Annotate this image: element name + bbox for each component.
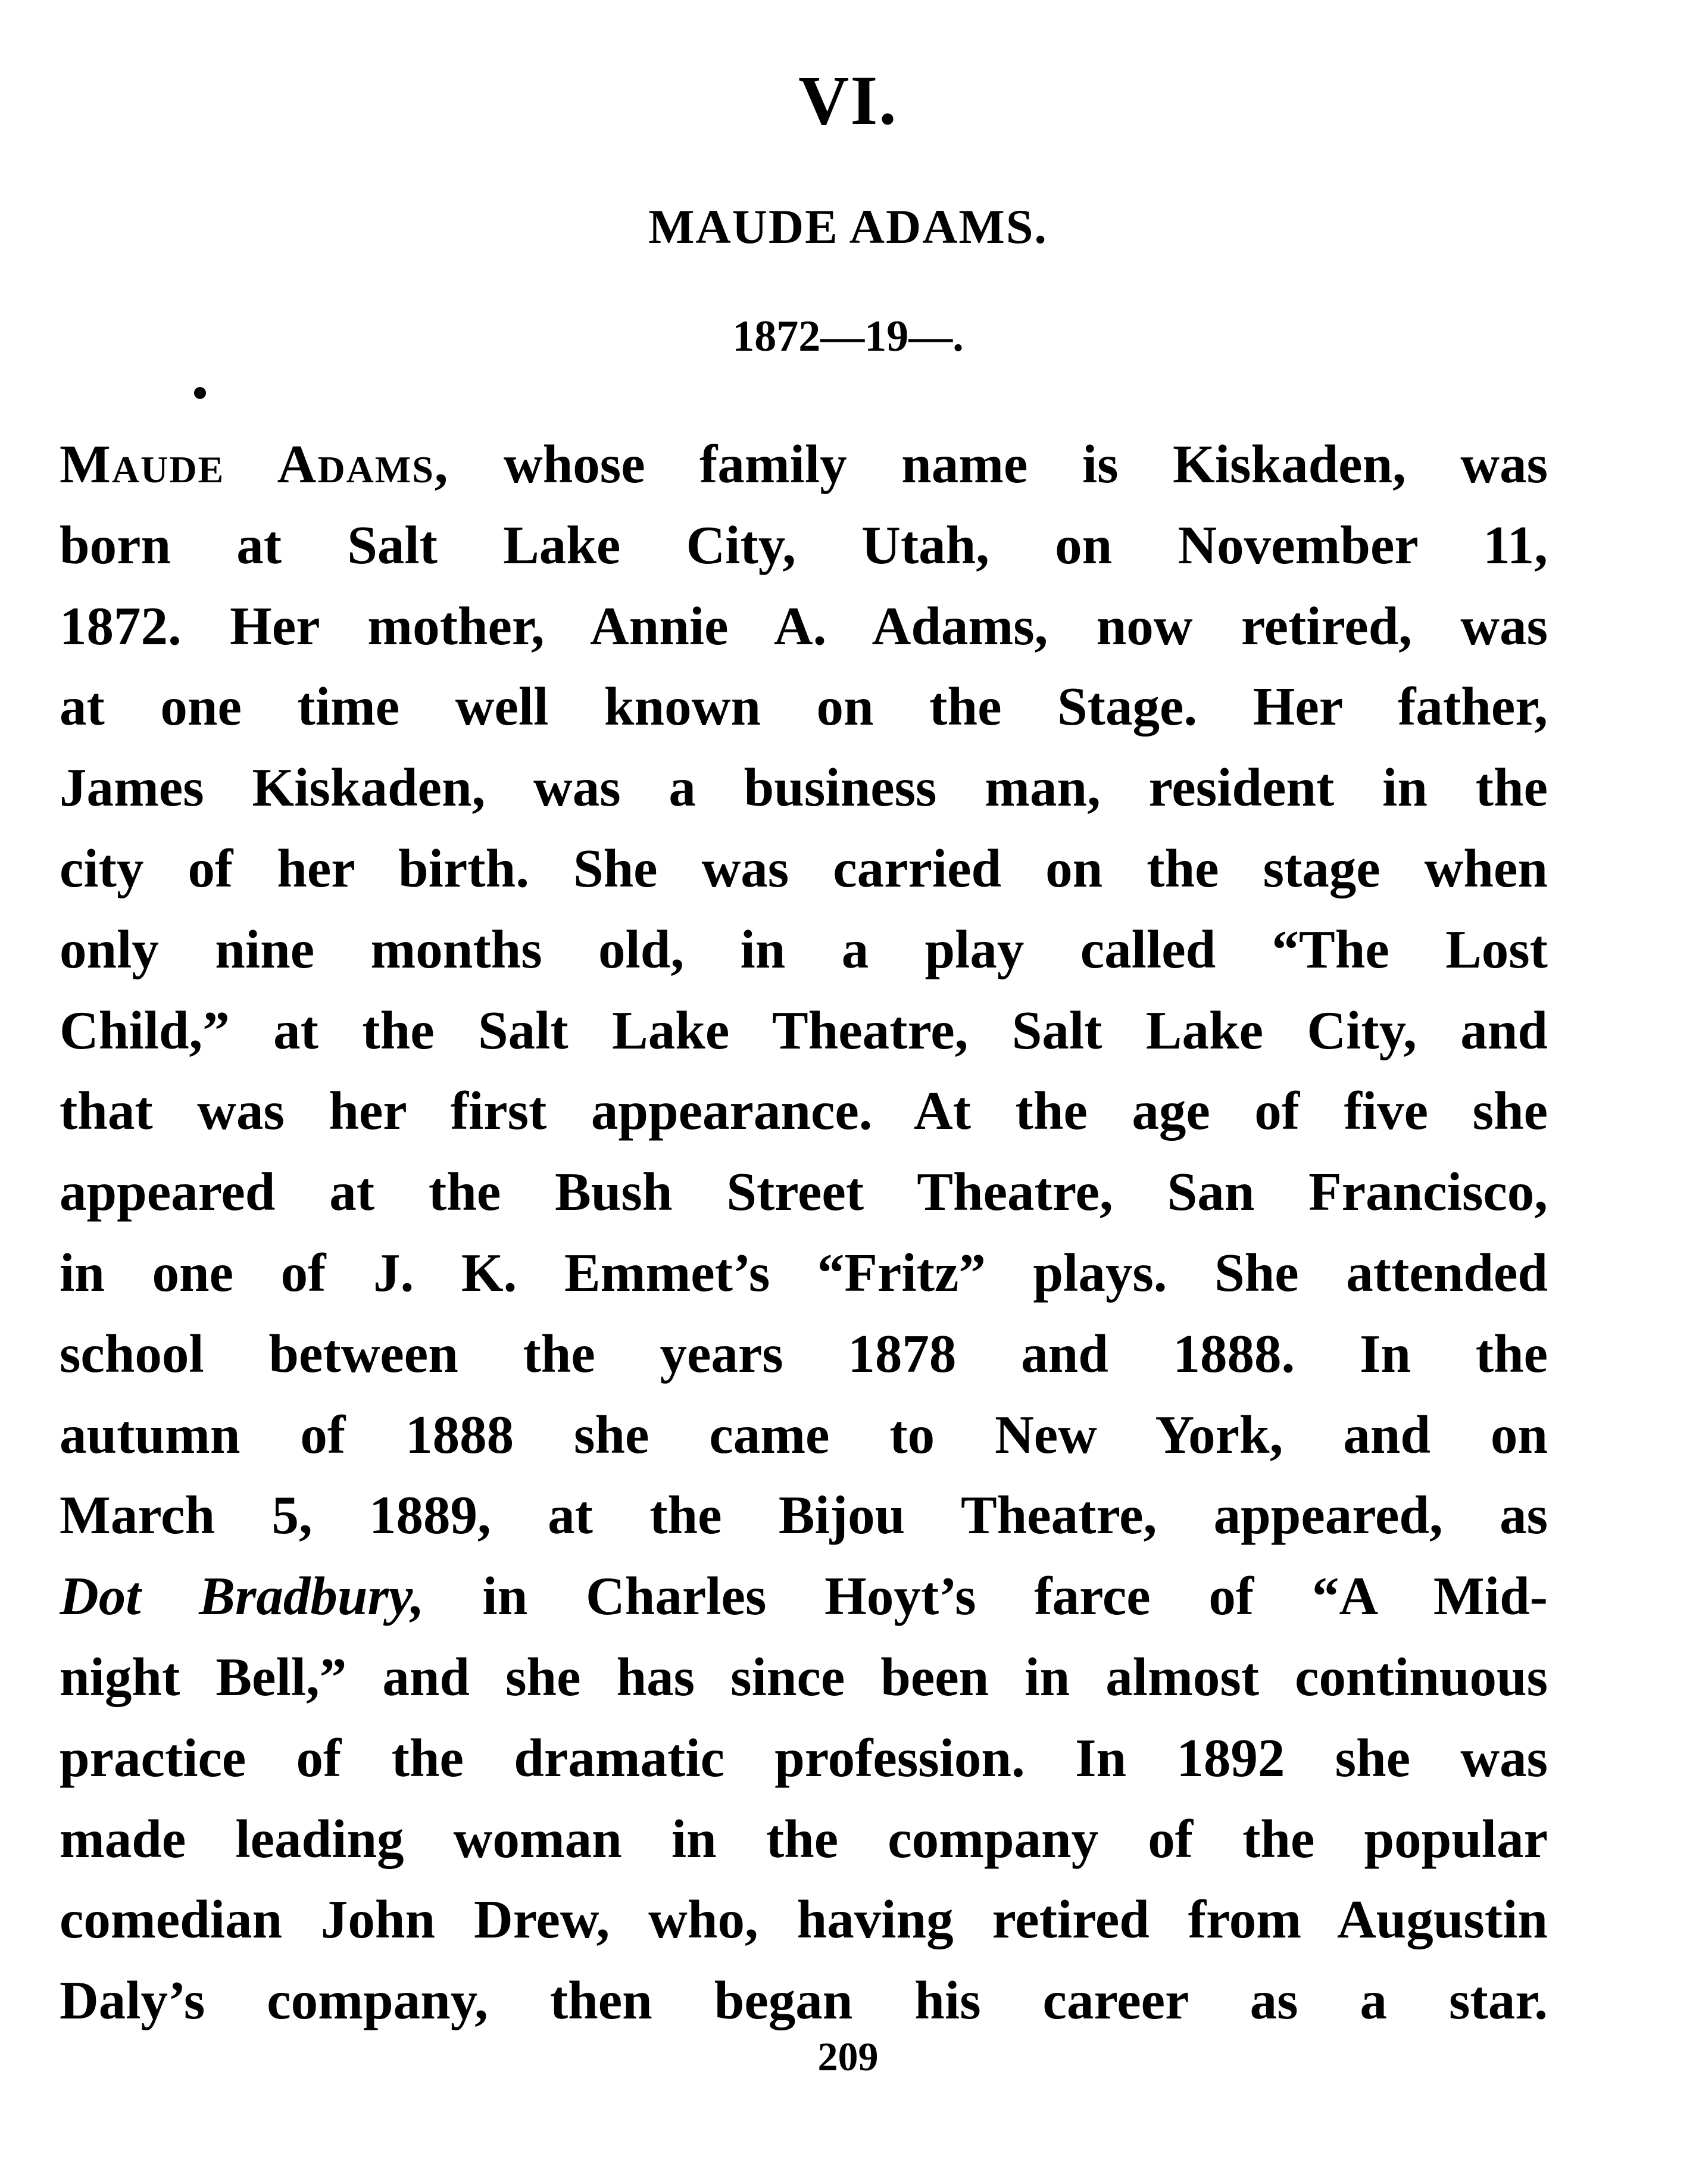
text-line: that was her first appearance. At the age of five she [60,1081,1548,1141]
text-line: at one time well known on the Stage. Her father, [60,676,1548,737]
text-line: Child,” at the Salt Lake Theatre, Salt Lake City, and [60,1000,1548,1060]
life-dates: 1872—19—. [732,312,964,361]
text-line: made leading woman in the company of the popular [60,1808,1548,1869]
text-line: Daly’s company, then began his career as a star. [60,1970,1548,2031]
text-line: practice of the dramatic profession. In 1892 she was [60,1727,1548,1788]
text-line: city of her birth. She was carried on the stage when [60,838,1548,898]
text-line: in one of J. K. Emmet’s “Fritz” plays. She attended [60,1242,1548,1303]
text-line: James Kiskaden, was a business man, resident in the [60,757,1548,818]
chapter-number: VI. [798,61,898,139]
text-line: only nine months old, in a play called “The Lost [60,919,1548,979]
role-name: Dot Bradbury, [60,1566,424,1627]
page-number: 209 [817,2034,879,2079]
text-line: Dot Bradbury, in Charles Hoyt’s farce of “A Mid- [60,1566,1548,1627]
biography-paragraph [60,424,1548,2041]
text-line: appeared at the Bush Street Theatre, San Francisco, [60,1162,1548,1222]
subject-name: Maude Adams, [60,434,449,494]
text-line: school between the years 1878 and 1888. In the [60,1323,1548,1384]
chapter-title: MAUDE ADAMS. [648,199,1048,254]
text-line: 1872. Her mother, Annie A. Adams, now retired, was [60,595,1548,656]
text-line: Maude Adams, whose family name is Kiskaden, was [60,434,1548,494]
print-speck [194,387,206,399]
text-line: night Bell,” and she has since been in almost continuous [60,1646,1548,1707]
text-line: comedian John Drew, who, having retired from Augustin [60,1889,1548,1950]
text-line: March 5, 1889, at the Bijou Theatre, appeared, as [60,1485,1548,1546]
text-line: born at Salt Lake City, Utah, on November 11, [60,514,1548,575]
text-line: autumn of 1888 she came to New York, and on [60,1404,1548,1465]
